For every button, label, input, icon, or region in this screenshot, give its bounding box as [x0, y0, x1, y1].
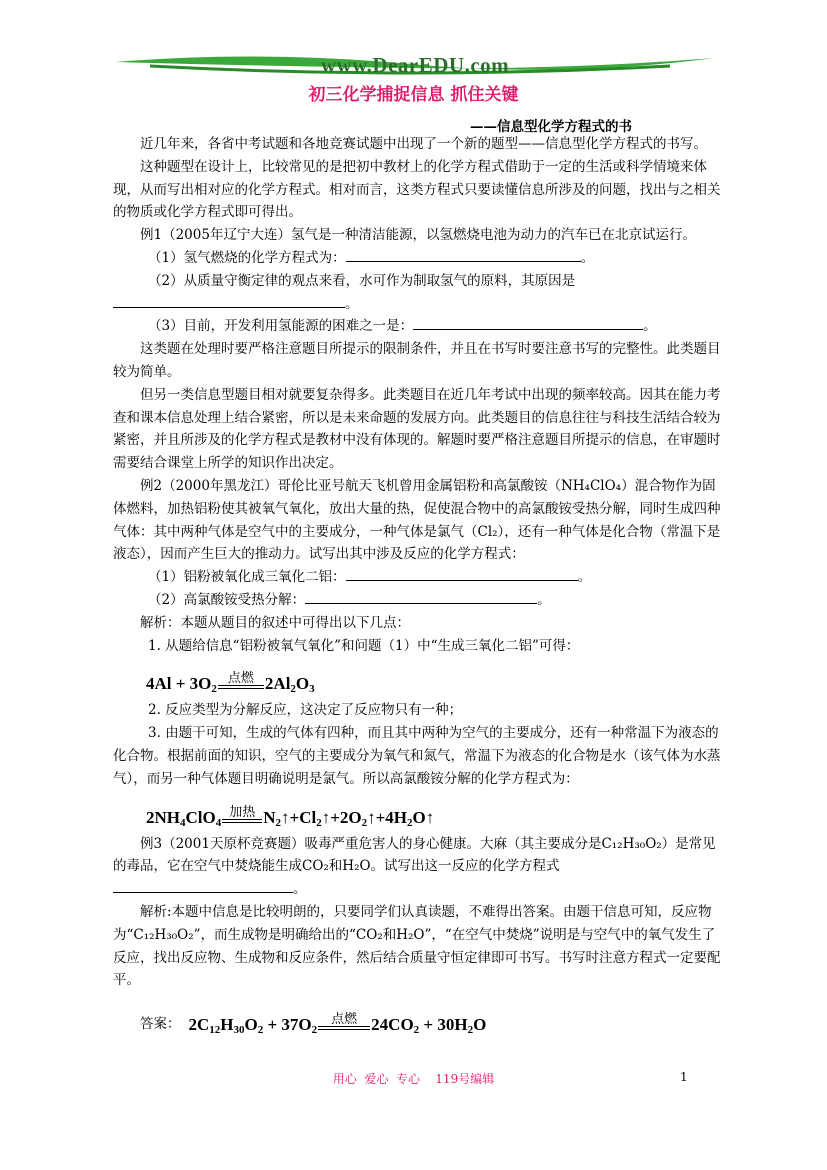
analysis-point-1: 1. 从题给信息“铝粉被氧气氧化”和问题（1）中“生成三氧化二铝”可得：	[148, 637, 580, 654]
equation-3-condition: 点燃	[318, 1012, 370, 1036]
example-1-question-1: （1）氢气燃烧的化学方程式为： 。	[148, 249, 595, 266]
example-1-question-3: （3）目前，开发利用氢能源的困难之一是： 。	[148, 318, 657, 335]
answer-blank	[346, 567, 578, 581]
answer-blank	[305, 590, 537, 604]
equation-3-left: $2C_{12}H_{30}O_2 + 37O_2$	[188, 1015, 318, 1037]
example-3: 例3（2001天原杯竞赛题）吸毒严重危害人的身心健康。大麻（其主要成分是C₁₂H₃₀O₂）是常见的毒品，它在空气中焚烧能生成CO₂和H₂O。试写出这一反应的化学方程式	[113, 835, 716, 875]
equation-1-right: $2Al_2O_3$	[264, 674, 315, 696]
answer-blank	[413, 316, 643, 330]
equation-1-condition: 点燃	[218, 671, 264, 695]
equation-1	[146, 659, 723, 695]
page-subtitle: ——信息型化学方程式的书	[470, 119, 632, 135]
equation-1-left: $4Al + 3O_2$	[146, 674, 217, 696]
answer-blank	[346, 248, 581, 262]
analysis-point-2: 2. 反应类型为分解反应，这决定了反应物只有一种；	[148, 702, 463, 719]
site-url: www.DearEDU.com	[320, 53, 510, 77]
example-2-question-1: （1）铝粉被氧化成三氧化二铝： 。	[148, 569, 592, 586]
paragraph: 这种题型在设计上，比较常见的是把初中教材上的化学方程式借助于一定的生活或科学情境来体现，从而写出相对应的化学方程式。相对而言，这类方程式只要读懂信息所涉及的问题，找出与之相关的物质或化学方程式即可得出。	[113, 158, 721, 221]
paragraph: 这类题在处理时要严格注意题目所提示的限制条件，并且在书写时要注意书写的完整性。此类题目较为简单。	[113, 341, 721, 380]
paragraph: 近几年来，各省中考试题和各地竞赛试题中出现了一个新的题型——信息型化学方程式的书写。	[140, 136, 707, 152]
analysis-intro: 解析：本题从题目的叙述中可得出以下几点：	[140, 614, 410, 631]
example-2: 例2（2000年黑龙江）哥伦比亚号航天飞机曾用金属铝粉和高氯酸铵（NH₄ClO₄）混合物作为固体燃料，加热铝粉使其被氧气氧化，放出大量的热，促使混合物中的高氯酸铵受热分解，同时生成四种气体：其中两种气体是空气中的主要成分，一种气体是氯气（Cl₂），还有一种气体是化合物（常温下是液态），因而产生巨大的推动力。试写出其中涉及反应的化学方程式：	[113, 477, 721, 563]
article-body	[113, 133, 723, 1036]
equation-2-left: $2NH_4ClO_4$	[146, 807, 222, 829]
equation-3	[189, 1000, 487, 1036]
answer-line	[113, 1000, 723, 1036]
answer-blank	[113, 879, 293, 893]
answer-label: 答案：	[140, 1016, 181, 1033]
example-1-question-2-blank: 。	[113, 293, 723, 316]
equation-2-condition: 加热	[222, 805, 262, 829]
example-1: 例1（2005年辽宁大连）氢气是一种清洁能源，以氢燃烧电池为动力的汽车已在北京试运行。	[140, 227, 696, 244]
answer-blank	[113, 294, 345, 308]
equation-2-right: $N_2↑+Cl_2↑+2O_2↑+4H_2O↑$	[263, 807, 435, 829]
paragraph: 但另一类信息型题目相对就要复杂得多。此类题目在近几年考试中出现的频率较高。因其在能力考查和课本信息处理上结合紧密，所以是未来命题的发展方向。此类题目的信息往往与科技生活结合较为紧密，并且所涉及的化学方程式是教材中没有体现的。解题时要严格注意题目所提示的信息，在审题时需要结合课堂上所学的知识作出决定。	[113, 386, 721, 472]
equation-2	[146, 793, 723, 829]
example-2-question-2: （2）高氯酸铵受热分解： 。	[148, 591, 551, 608]
page-title: 初三化学捕捉信息 抓住关键	[308, 85, 519, 105]
example-3-blank: 。	[113, 878, 723, 901]
equation-3-right: $24CO_2 + 30H_2O$	[371, 1015, 487, 1037]
analysis-point-3: 3. 由题干可知，生成的气体有四种，而且其中两种为空气的主要成分，还有一种常温下为液态的化合物。根据前面的知识，空气的主要成分为氧气和氮气，常温下为液态的化合物是水（该气体为水蒸气），而另一种气体题目明确说明是氯气。所以高氯酸铵分解的化学方程式为：	[113, 725, 721, 787]
page-number: 1	[680, 1070, 688, 1084]
analysis-2: 解析:本题中信息是比较明朗的，只要同学们认真读题，不难得出答案。由题干信息可知，反应物为“C₁₂H₃₀O₂”，而生成物是明确给出的“CO₂和H₂O”，“在空气中焚烧”说明是与空气中的氧气发生了反应，找出反应物、生成物和反应条件，然后结合质量守恒定律即可书写。书写时注意方程式一定要配平。	[113, 903, 721, 989]
example-1-question-2: （2）从质量守衡定律的观点来看，水可作为制取氢气的原料，其原因是	[148, 272, 576, 289]
page-footer: 用心 爱心 专心 119号编辑	[332, 1072, 495, 1086]
